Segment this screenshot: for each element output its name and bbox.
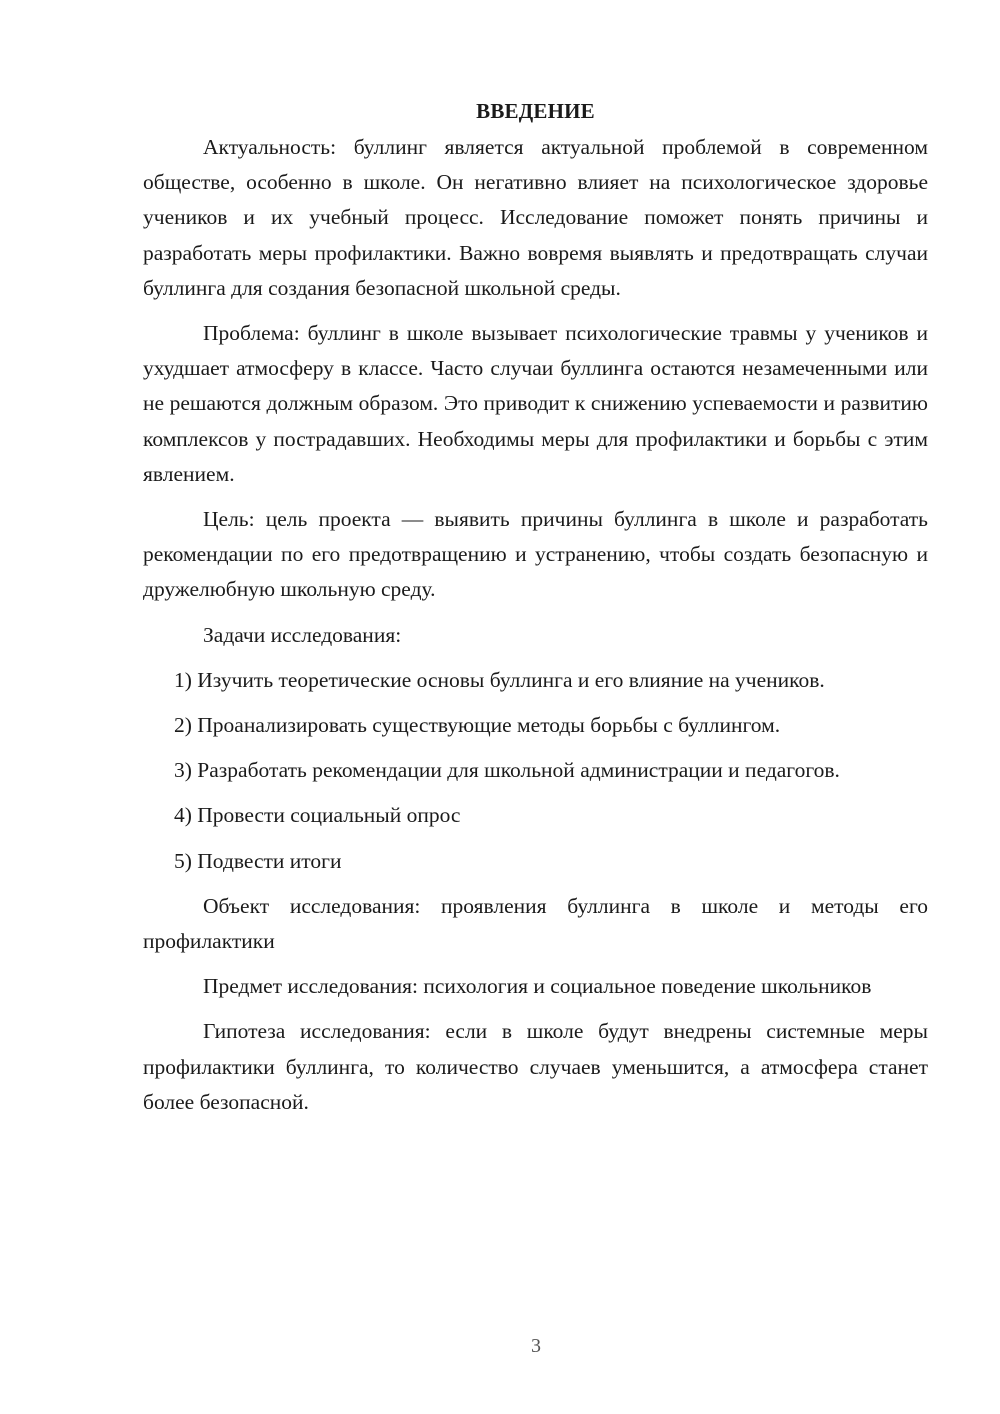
task-item-5: 5) Подвести итоги (174, 848, 342, 873)
document-body (143, 96, 928, 1130)
paragraph-goal: Цель: цель проекта — выявить причины буллинга в школе и разработать рекомендации по его предотвращению и устранению, чтобы создать безопасную и дружелюбную школьную среду. (143, 507, 928, 602)
page-number: 3 (531, 1335, 541, 1357)
task-item-1: 1) Изучить теоретические основы буллинга и его влияние на учеников. (174, 667, 825, 692)
section-title: ВВЕДЕНИЕ (476, 99, 595, 123)
paragraph-problem: Проблема: буллинг в школе вызывает психологические травмы у учеников и ухудшает атмосферу в классе. Часто случаи буллинга остаются незамеченными или не решаются должным образом. Это приводит к снижению успеваемости и развитию комплексов у пострадавших. Необходимы меры для профилактики и борьбы с этим явлением. (143, 321, 928, 486)
task-item-2: 2) Проанализировать существующие методы борьбы с буллингом. (174, 713, 781, 738)
task-item-4: 4) Провести социальный опрос (174, 803, 461, 828)
paragraph-relevance: Актуальность: буллинг является актуальной проблемой в современном обществе, особенно в школе. Он негативно влияет на психологическое здоровье учеников и их учебный процесс. Исследование поможет понять причины и разработать меры профилактики. Важно вовремя выявлять и предотвращать случаи буллинга для создания безопасной школьной среды. (143, 135, 928, 300)
tasks-heading: Задачи исследования: (203, 622, 402, 647)
paragraph-hypothesis: Гипотеза исследования: если в школе будут внедрены системные меры профилактики буллинга, то количество случаев уменьшится, а атмосфера станет более безопасной. (143, 1019, 928, 1114)
task-item-3: 3) Разработать рекомендации для школьной администрации и педагогов. (174, 758, 840, 783)
paragraph-subject: Предмет исследования: психология и социальное поведение школьников (203, 974, 872, 999)
paragraph-object: Объект исследования: проявления буллинга в школе и методы его профилактики (143, 893, 928, 954)
